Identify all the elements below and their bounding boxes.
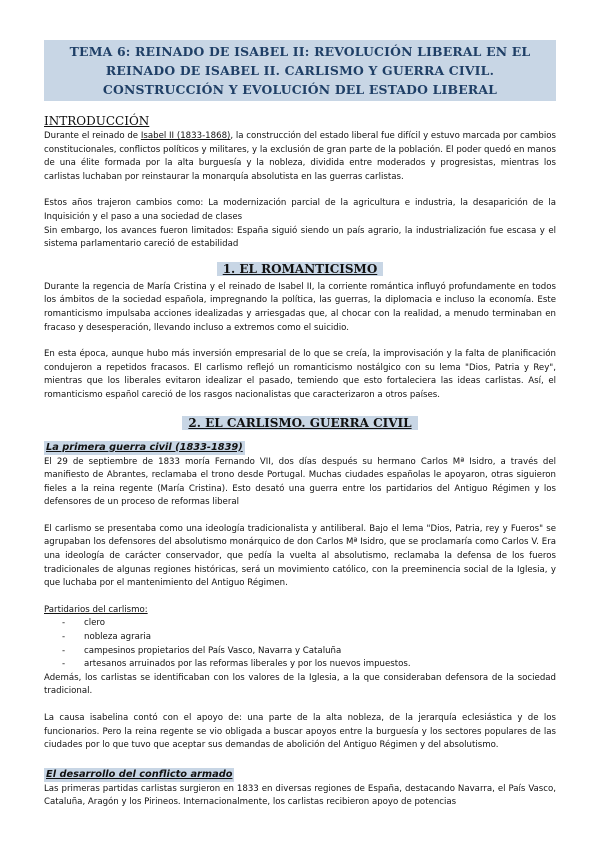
dash-marker: -: [62, 618, 66, 629]
section-carlismo-heading: [44, 414, 556, 431]
intro-paragraph-2: Estos años trajeron cambios como: La modernización parcial de la agricultura e industria, la desaparición de la Inquisición y el paso a una sociedad de clases: [44, 198, 556, 222]
romanticismo-paragraph-1: Durante la regencia de María Cristina y el reinado de Isabel II, la corriente romántica influyó profundamente en todos los ámbitos de la sociedad española, impregnando la política, las guerras, la diplomacia e incluso la economía. Este romanticismo impulsaba acciones idealizadas y arriesgadas que, al chocar con la realidad, a menudo terminaban en fracaso y desesperación, llevando incluso a extremos como el suicidio.: [44, 281, 556, 333]
partidarios-label: Partidarios del carlismo:: [44, 604, 148, 615]
subheading-primera-guerra: La primera guerra civil (1833-1839): [46, 441, 243, 453]
intro-text-a: Durante el reinado de: [44, 131, 141, 141]
list-item: - nobleza agraria: [62, 631, 556, 645]
dash-marker: -: [62, 659, 66, 670]
partidarios-list: [44, 617, 556, 671]
section-romanticismo-heading: [44, 260, 556, 277]
dash-marker: -: [62, 645, 66, 656]
list-item: - clero: [62, 617, 556, 631]
carlismo-paragraph-5: Las primeras partidas carlistas surgieron en 1833 en diversas regiones de España, destacando Navarra, el País Vasco, Cataluña, Aragón y los Pirineos. Internacionalmente, los carlistas recibieron apoyo de potencias: [44, 783, 556, 808]
intro-paragraph-3: Sin embargo, los avances fueron limitados: España siguió siendo un país agrario, la industrialización fue escasa y el sistema parlamentario careció de estabilidad: [44, 225, 556, 250]
dash-marker: -: [62, 632, 66, 643]
carlismo-paragraph-1: El 29 de septiembre de 1833 moría Fernando VII, dos días después su hermano Carlos Mª Isidro, a través del manifiesto de Abrantes, reclamaba el trono desde Portugal. Muchas ciudades españolas le apoyaron, otras siguieron fieles a la reina regente (María Cristina). Esto desató una guerra entre los partidarios del Antiguo Régimen y los defensores de un proceso de reformas liberal: [44, 456, 556, 508]
document-page: [44, 40, 556, 810]
subheading-desarrollo-conflicto: El desarrollo del conflicto armado: [46, 768, 233, 780]
isabel-link[interactable]: Isabel II (1833-1868): [140, 131, 231, 141]
list-item: - artesanos arruinados por las reformas liberales y por los nuevos impuestos.: [62, 658, 556, 672]
carlismo-paragraph-4: La causa isabelina contó con el apoyo de: una parte de la alta nobleza, de la jerarquía eclesiástica y de los funcionarios. Pero la reina regente se vio obligada a buscar apoyos entre la burguesía y los sectores populares de las ciudades por lo que tuvo que aceptar sus demandas de abolición del Antiguo Régimen y del absolutismo.: [44, 713, 556, 751]
carlismo-heading-text: 2. EL CARLISMO. GUERRA CIVIL: [182, 416, 417, 430]
intro-paragraph-1: [44, 130, 556, 184]
romanticismo-paragraph-2: En esta época, aunque hubo más inversión empresarial de lo que se creía, la improvisación y la falta de planificación condujeron a repetidos fracasos. El carlismo reflejó un romanticismo nostálgico con su lema "Dios, Patria y Rey", mientras que los liberales evitaron idealizar el pasado, temiendo que esto fortaleciera las ideas carlistas. Así, el romanticismo español careció de los rasgos nacionalistas que caracterizaron a otros países.: [44, 349, 556, 400]
carlismo-paragraph-3: Además, los carlistas se identificaban con los valores de la Iglesia, a la que consideraban defensora de la sociedad tradicional.: [44, 672, 556, 697]
carlismo-paragraph-2: El carlismo se presentaba como una ideología tradicionalista y antiliberal. Bajo el lema "Dios, Patria, rey y Fueros" se agrupaban los defensores del absolutismo monárquico de don Carlos Mª Isidro, que se proclamaría como Carlos V. Era una ideología de carácter conservador, que pedía la vuelta al absolutismo, reclamaba la defensa de los fueros tradicionales de algunas regiones históricas, será un movimiento católico, con la preeminencia social de la Iglesia, y que luchaba por el mantenimiento del Antiguo Régimen.: [44, 523, 556, 589]
list-item: - campesinos propietarios del País Vasco, Navarra y Cataluña: [62, 645, 556, 659]
document-title: TEMA 6: REINADO DE ISABEL II: REVOLUCIÓN LIBERAL EN EL REINADO DE ISABEL II. CARLISMO Y GUERRA CIVIL. CONSTRUCCIÓN Y EVOLUCIÓN DEL ESTADO LIBERAL: [44, 40, 556, 101]
intro-text-b: , la construcción del estado liberal fue difícil y estuvo marcada por cambios constitucionales, conflictos políticos y militares, y la exclusión de gran parte de la población. El poder quedó en manos de una élite formada por la alta burguesía y la nobleza, dividida entre moderados y progresistas, mientras los carlistas luchaban por reinstaurar la monarquía absolutista en las guerras carlistas.: [44, 131, 556, 182]
intro-heading: INTRODUCCIÓN: [44, 114, 150, 128]
romanticismo-heading-text: 1. EL ROMANTICISMO: [217, 262, 384, 276]
